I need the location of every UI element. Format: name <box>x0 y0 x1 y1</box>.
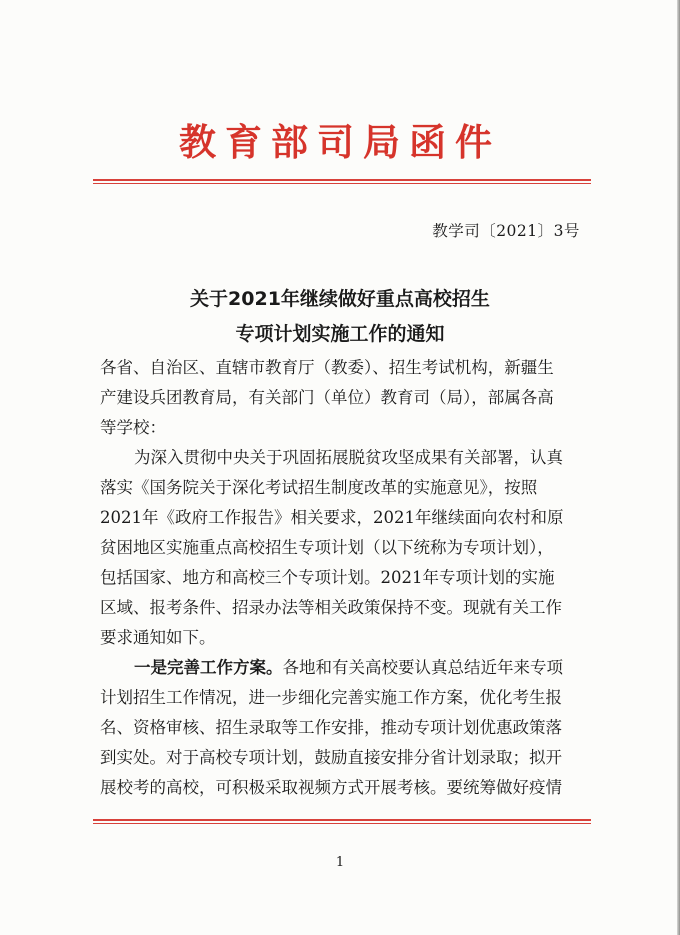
section1-line: 名、资格审核、招生录取等工作安排，推动专项计划优惠政策落 <box>100 718 562 737</box>
body-line: 区域、报考条件、招录办法等相关政策保持不变。现就有关工作 <box>100 598 562 617</box>
body-line: 2021年《政府工作报告》相关要求，2021年继续面向农村和原 <box>100 508 564 527</box>
body-line: 等学校： <box>100 418 166 437</box>
footer-red-rule-thin <box>93 823 591 824</box>
notice-title-line2: 专项计划实施工作的通知 <box>235 323 445 345</box>
section1-first-line <box>100 653 585 683</box>
section1-lead: 一是完善工作方案。 <box>134 658 283 677</box>
body-line: 包括国家、地方和高校三个专项计划。2021年专项计划的实施 <box>100 568 555 587</box>
section1-line: 计划招生工作情况，进一步细化完善实施工作方案，优化考生报 <box>100 688 562 707</box>
body-line: 要求通知如下。 <box>100 628 216 647</box>
body-line: 为深入贯彻中央关于巩固拓展脱贫攻坚成果有关部署，认真 <box>134 448 563 467</box>
letterhead-red-rule <box>93 179 591 181</box>
notice-body <box>100 353 585 803</box>
section1-line: 展校考的高校，可积极采取视频方式开展考核。要统筹做好疫情 <box>100 778 562 797</box>
section1-line: 到实处。对于高校专项计划，鼓励直接安排分省计划录取；拟开 <box>100 748 562 767</box>
letterhead-title: 教育部司局函件 <box>179 120 501 164</box>
letterhead-red-rule-thin <box>93 183 591 184</box>
body-line: 各省、自治区、直辖市教育厅（教委）、招生考试机构，新疆生 <box>100 358 554 377</box>
notice-title-line1: 关于2021年继续做好重点高校招生 <box>190 288 490 310</box>
body-line: 产建设兵团教育局，有关部门（单位）教育司（局），部属各高 <box>100 388 554 407</box>
page-number: 1 <box>335 855 345 870</box>
section1-first-line-text: 各地和有关高校要认真总结近年来专项 <box>282 658 563 677</box>
body-line: 落实《国务院关于深化考试招生制度改革的实施意见》，按照 <box>100 478 538 497</box>
footer-red-rule <box>93 819 591 821</box>
body-line: 贫困地区实施重点高校招生专项计划（以下统称为专项计划）， <box>100 538 554 557</box>
document-number: 教学司〔2021〕3号 <box>432 222 580 240</box>
